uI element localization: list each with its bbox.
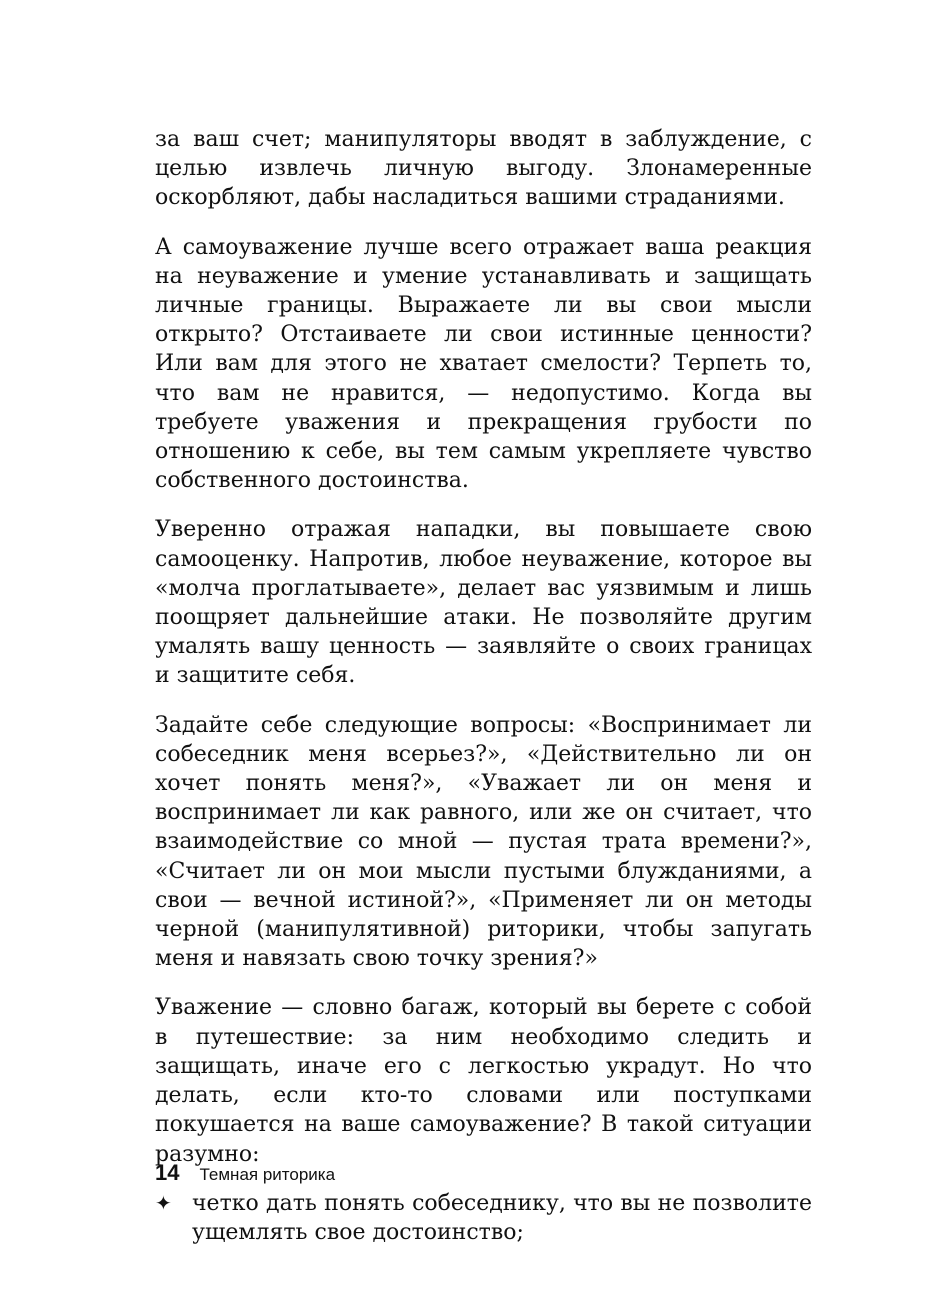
body-text bbox=[155, 125, 812, 1247]
bullet-item bbox=[155, 1189, 812, 1247]
paragraph-3: Уверенно отражая нападки, вы повышаете свою самооценку. Напротив, любое неуважение, которое вы «молча проглатываете», делает вас уязвимым и лишь поощряет дальнейшие атаки. Не позволяйте другим умалять вашу ценность — заявляйте о своих границах и защитите себя. bbox=[155, 517, 812, 689]
bullet-text: четко дать понять собеседнику, что вы не позволите ущемлять свое достоинство; bbox=[192, 1190, 812, 1245]
running-title: Темная риторика bbox=[199, 1165, 336, 1184]
page-footer bbox=[155, 1160, 335, 1186]
paragraph-4: Задайте себе следующие вопросы: «Воспринимает ли собеседник меня всерьез?», «Действительно ли он хочет понять меня?», «Уважает ли он меня и воспринимает ли как равного, или же он считает, что взаимодействие со мной — пустая трата времени?», «Считает ли он мои мысли пустыми блужданиями, а свои — вечной истиной?», «Применяет ли он методы черной (манипулятивной) риторики, чтобы запугать меня и навязать свою точку зрения?» bbox=[155, 712, 812, 972]
four-point-star-icon: ✦ bbox=[155, 1190, 172, 1215]
paragraph-5: Уважение — словно багаж, который вы берете с собой в путешествие: за ним необходимо следить и защищать, иначе его с легкостью украдут. Но что делать, если кто-то словами или поступками покушается на ваше самоуважение? В такой ситуации разумно: bbox=[155, 995, 812, 1167]
page-number: 14 bbox=[155, 1160, 180, 1185]
paragraph-1: за ваш счет; манипуляторы вводят в заблуждение, с целью извлечь личную выгоду. Злонамеренные оскорбляют, дабы насладиться вашими страданиями. bbox=[155, 127, 812, 211]
paragraph-2: А самоуважение лучше всего отражает ваша реакция на неуважение и умение устанавливать и защищать личные границы. Выражаете ли вы свои мысли открыто? Отстаиваете ли свои истинные ценности? Или вам для этого не хватает смелости? Терпеть то, что вам не нравится, — недопустимо. Когда вы требуете уважения и прекращения грубости по отношению к себе, вы тем самым укрепляете чувство собственного достоинства. bbox=[155, 234, 812, 494]
